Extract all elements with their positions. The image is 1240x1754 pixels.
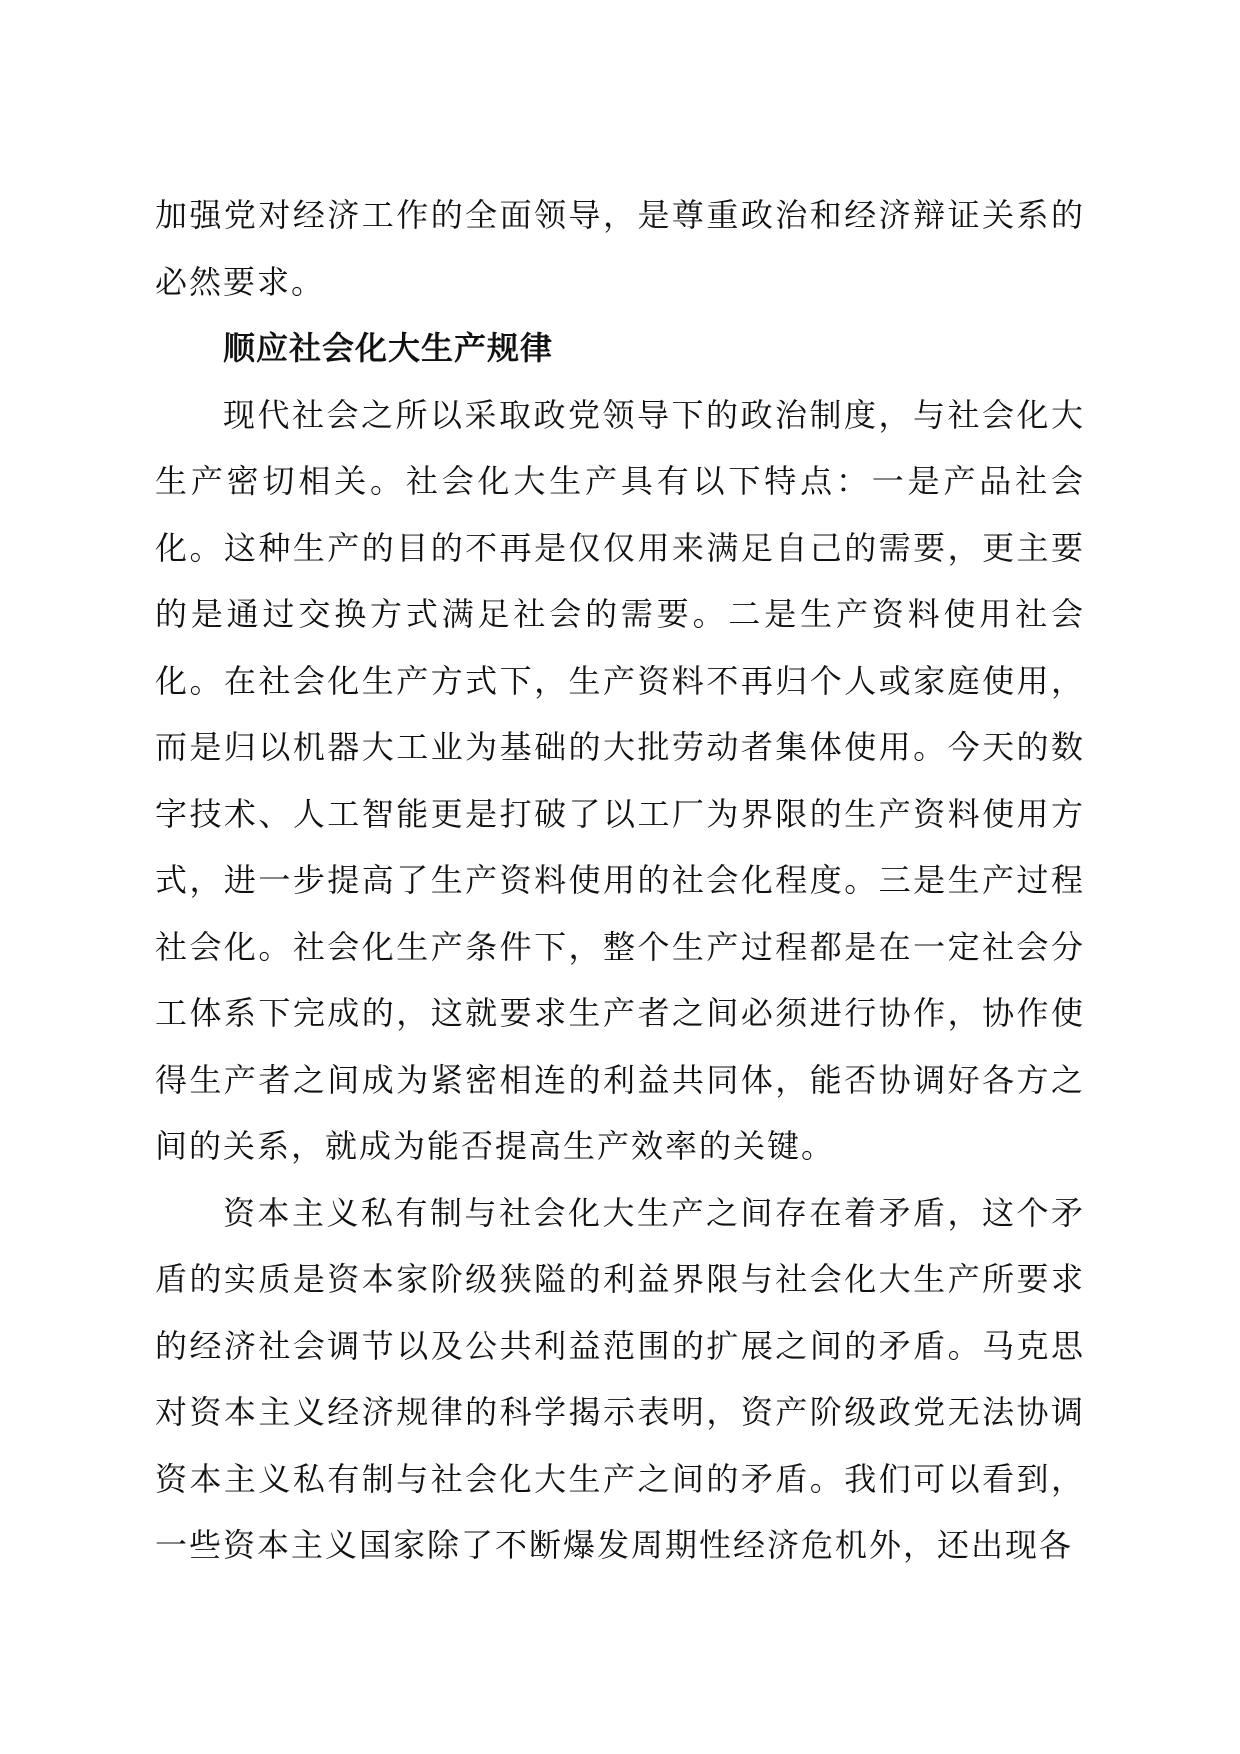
section-heading: 顺应社会化大生产规律	[223, 329, 554, 367]
paragraph-conclusion: 加强党对经济工作的全面领导，是尊重政治和经济辩证关系的必然要求。	[155, 196, 1085, 301]
paragraph-socialized-production: 现代社会之所以采取政党领导下的政治制度，与社会化大生产密切相关。社会化大生产具有以下特点：一是产品社会化。这种生产的目的不再是仅仅用来满足自己的需要，更主要的是通过交换方式满足社会的需要。二是生产资料使用社会化。在社会化生产方式下，生产资料不再归个人或家庭使用，而是归以机器大工业为基础的大批劳动者集体使用。今天的数字技术、人工智能更是打破了以工厂为界限的生产资料使用方式，进一步提高了生产资料使用的社会化程度。三是生产过程社会化。社会化生产条件下，整个生产过程都是在一定社会分工体系下完成的，这就要求生产者之间必须进行协作，协作使得生产者之间成为紧密相连的利益共同体，能否协调好各方之间的关系，就成为能否提高生产效率的关键。	[155, 395, 1085, 1165]
paragraph-capitalism-contradiction: 资本主义私有制与社会化大生产之间存在着矛盾，这个矛盾的实质是资本家阶级狭隘的利益界限与社会化大生产所要求的经济社会调节以及公共利益范围的扩展之间的矛盾。马克思对资本主义经济规律的科学揭示表明，资产阶级政党无法协调资本主义私有制与社会化大生产之间的矛盾。我们可以看到，一些资本主义国家除了不断爆发周期性经济危机外，还出现各	[155, 1193, 1085, 1564]
document-body	[155, 182, 1085, 1579]
